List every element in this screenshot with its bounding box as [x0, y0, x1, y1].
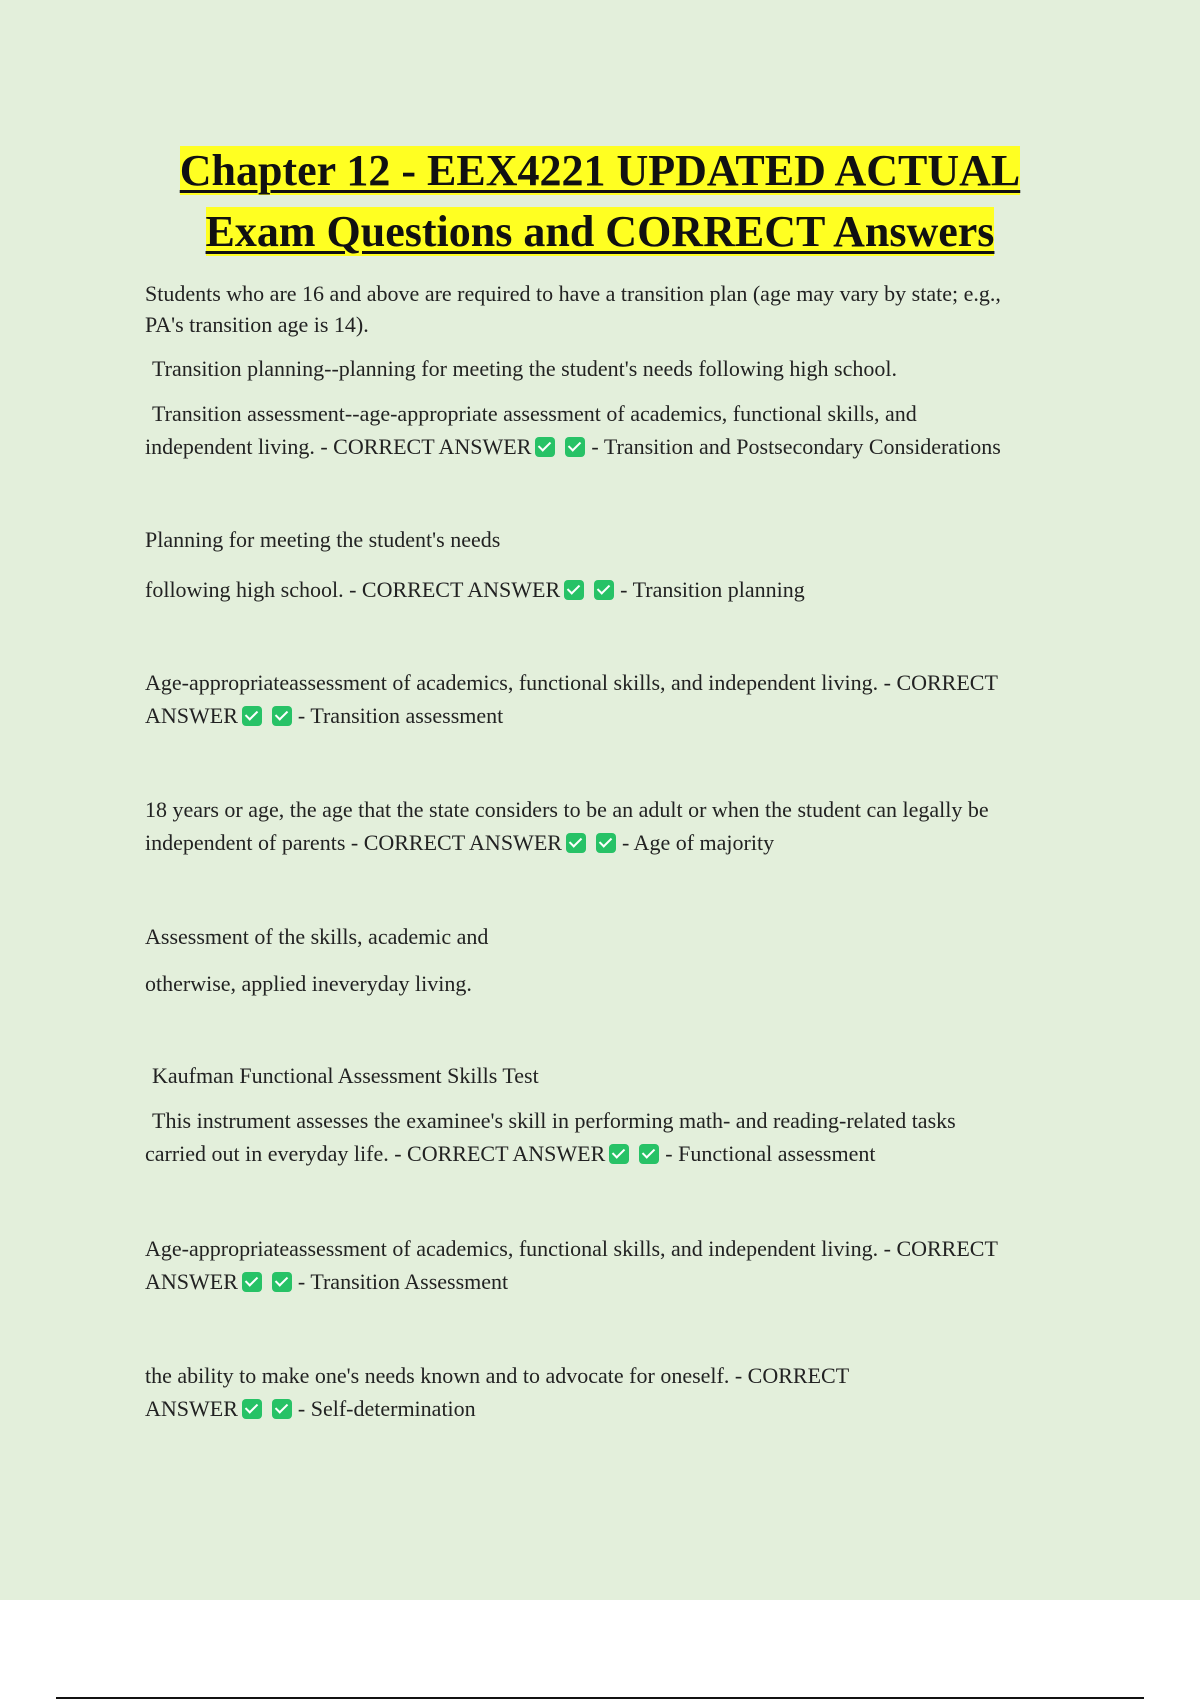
question-3-answer: - Transition assessment: [297, 703, 504, 728]
question-5-answer: - Functional assessment: [665, 1141, 876, 1166]
check-mark-icon: [272, 1272, 292, 1292]
question-7-answer: - Self-determination: [297, 1396, 476, 1421]
check-mark-icon: [596, 833, 616, 853]
question-1-line-3: Transition planning--planning for meeting the student's needs following high school.: [152, 356, 897, 381]
check-mark-icon: [566, 833, 586, 853]
question-4-answer-line: independent of parents - CORRECT ANSWER - Age of majority: [145, 830, 775, 855]
check-mark-icon: [242, 1272, 262, 1292]
question-5-answer-line: carried out in everyday life. - CORRECT ANSWER - Functional assessment: [145, 1141, 876, 1166]
question-5-line-1: Assessment of the skills, academic and: [145, 924, 489, 949]
title-line-2: Exam Questions and CORRECT Answers: [205, 207, 995, 256]
question-6-line-1: Age-appropriateassessment of academics, functional skills, and independent living. - CORRECT: [145, 1236, 998, 1261]
question-1-answer-line: independent living. - CORRECT ANSWER - Transition and Postsecondary Considerations: [145, 434, 1001, 459]
check-mark-icon: [564, 580, 584, 600]
check-mark-icon: [242, 706, 262, 726]
check-mark-icon: [594, 580, 614, 600]
check-mark-icon: [565, 437, 585, 457]
check-mark-icon: [535, 437, 555, 457]
question-5-line-3: Kaufman Functional Assessment Skills Test: [152, 1063, 539, 1088]
question-7-line-1: the ability to make one's needs known and to advocate for oneself. - CORRECT: [145, 1363, 850, 1388]
question-4-answer: - Age of majority: [621, 830, 775, 855]
question-6-answer: - Transition Assessment: [297, 1269, 509, 1294]
question-5-line-2: otherwise, applied ineveryday living.: [145, 971, 472, 996]
footer-rule: [56, 1697, 1144, 1699]
question-1-line-1: Students who are 16 and above are required to have a transition plan (age may vary by state; e.g., PA's transition age is 14).: [145, 281, 1001, 337]
document-body: [145, 278, 1095, 1425]
check-mark-icon: [639, 1144, 659, 1164]
title-line-1: Chapter 12 - EEX4221 UPDATED ACTUAL: [179, 146, 1021, 195]
check-mark-icon: [272, 706, 292, 726]
question-4-line-1: 18 years or age, the age that the state considers to be an adult or when the student can legally be: [145, 797, 989, 822]
question-1-answer: - Transition and Postsecondary Considerations: [591, 434, 1001, 459]
question-2-line-1: Planning for meeting the student's needs: [145, 527, 501, 552]
question-6-answer-line: ANSWER - Transition Assessment: [145, 1269, 509, 1294]
check-mark-icon: [242, 1399, 262, 1419]
document-title: [0, 140, 1200, 262]
question-2-answer-line: following high school. - CORRECT ANSWER - Transition planning: [145, 577, 805, 602]
question-2-answer: - Transition planning: [620, 577, 805, 602]
question-5-line-4: This instrument assesses the examinee's skill in performing math- and reading-related tasks: [152, 1108, 956, 1133]
check-mark-icon: [609, 1144, 629, 1164]
question-3-line-1: Age-appropriateassessment of academics, functional skills, and independent living. - CORRECT: [145, 670, 998, 695]
question-1-line-4: Transition assessment--age-appropriate assessment of academics, functional skills, and: [152, 401, 917, 426]
question-3-answer-line: ANSWER - Transition assessment: [145, 703, 504, 728]
question-7-answer-line: ANSWER - Self-determination: [145, 1396, 476, 1421]
check-mark-icon: [272, 1399, 292, 1419]
